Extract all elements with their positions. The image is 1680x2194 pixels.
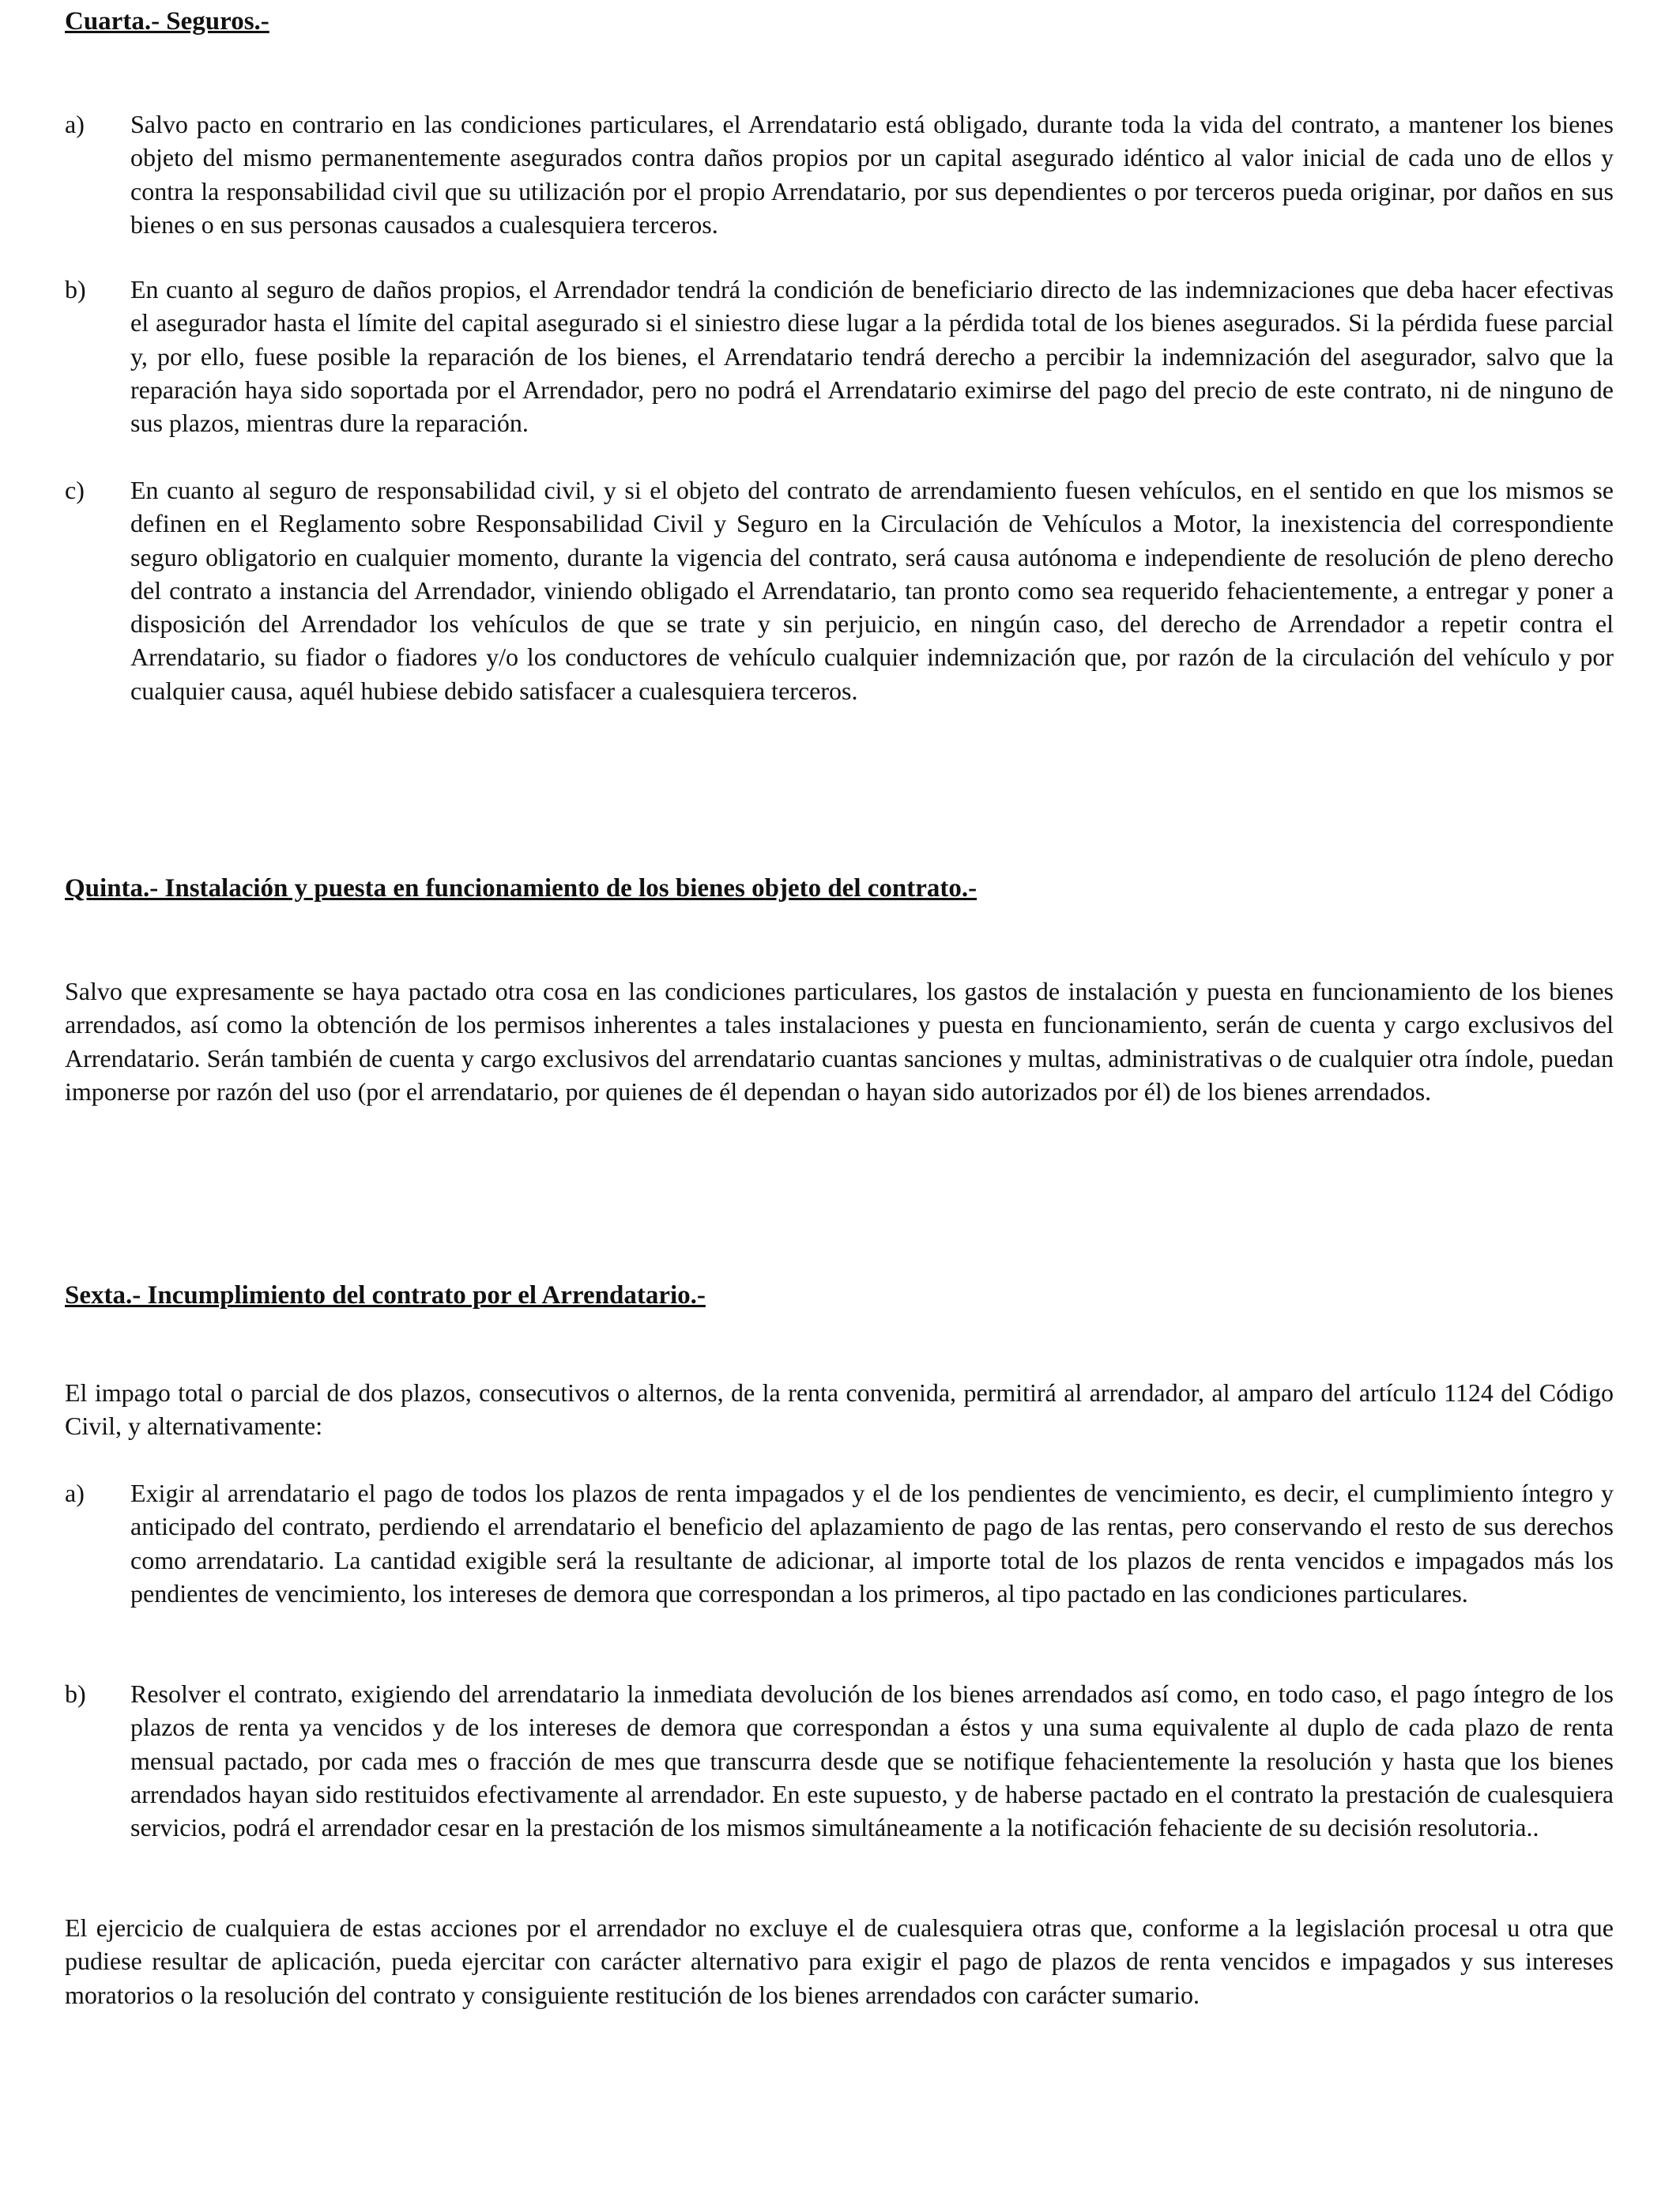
section-heading-quinta: Quinta.- Instalación y puesta en funcionamiento de los bienes objeto del contrato.- xyxy=(65,874,977,903)
cuarta-item-c xyxy=(65,473,1614,707)
item-label: a) xyxy=(65,110,85,138)
section-heading-cuarta: Cuarta.- Seguros.- xyxy=(65,7,269,36)
section-heading-sexta: Sexta.- Incumplimiento del contrato por el Arrendatario.- xyxy=(65,1281,706,1310)
sexta-intro: El impago total o parcial de dos plazos, consecutivos o alternos, de la renta convenida, permitirá al arrendador, al amparo del artículo 1124 del Código Civil, y alternativamente: xyxy=(65,1378,1614,1441)
sexta-item-b xyxy=(65,1677,1614,1844)
item-text: Exigir al arrendatario el pago de todos los plazos de renta impagados y el de los pendientes de vencimiento, es decir, el cumplimiento íntegro y anticipado del contrato, perdiendo el arrendatario el beneficio del aplazamiento de pago de las rentas, pero conservando el resto de sus derechos como arrendatario. La cantidad exigible será la resultante de adicionar, al importe total de los plazos de renta vencidos e impagados más los pendientes de vencimiento, los intereses de demora que correspondan a los primeros, al tipo pactado en las condiciones particulares. xyxy=(130,1479,1614,1608)
item-label: b) xyxy=(65,275,86,303)
cuarta-item-a xyxy=(65,107,1614,241)
sexta-closing: El ejercicio de cualquiera de estas acciones por el arrendador no excluye el de cualesquiera otras que, conforme a la legislación procesal u otra que pudiese resultar de aplicación, pueda ejercitar con carácter alternativo para exigir el pago de plazos de renta vencidos e impagados y sus intereses moratorios o la resolución del contrato y consiguiente restitución de los bienes arrendados con carácter sumario. xyxy=(65,1913,1614,2009)
item-text: En cuanto al seguro de responsabilidad civil, y si el objeto del contrato de arrendamiento fuesen vehículos, en el sentido en que los mismos se definen en el Reglamento sobre Responsabilidad Civil y Seguro en la Circulación de Vehículos a Motor, la inexistencia del correspondiente seguro obligatorio en cualquier momento, durante la vigencia del contrato, será causa autónoma e independiente de resolución de pleno derecho del contrato a instancia del Arrendador, viniendo obligado el Arrendatario, tan pronto como sea requerido fehacientemente, a entregar y poner a disposición del Arrendador los vehículos de que se trate y sin perjuicio, en ningún caso, del derecho de Arrendador a repetir contra el Arrendatario, su fiador o fiadores y/o los conductores de vehículo cualquier indemnización que, por razón de la circulación del vehículo y por cualquier causa, aquél hubiese debido satisfacer a cualesquiera terceros. xyxy=(130,476,1614,705)
quinta-paragraph: Salvo que expresamente se haya pactado otra cosa en las condiciones particulares, los gastos de instalación y puesta en funcionamiento de los bienes arrendados, así como la obtención de los permisos inherentes a tales instalaciones y puesta en funcionamiento, serán de cuenta y cargo exclusivos del Arrendatario. Serán también de cuenta y cargo exclusivos del arrendatario cuantas sanciones y multas, administrativas o de cualquier otra índole, puedan imponerse por razón del uso (por el arrendatario, por quienes de él dependan o hayan sido autorizados por él) de los bienes arrendados. xyxy=(65,977,1614,1106)
item-text: En cuanto al seguro de daños propios, el Arrendador tendrá la condición de beneficiario directo de las indemnizaciones que deba hacer efectivas el asegurador hasta el límite del capital asegurado si el siniestro diese lugar a la pérdida total de los bienes asegurados. Si la pérdida fuese parcial y, por ello, fuese posible la reparación de los bienes, el Arrendatario tendrá derecho a percibir la indemnización del asegurador, salvo que la reparación haya sido soportada por el Arrendador, pero no podrá el Arrendatario eximirse del pago del precio de este contrato, ni de ninguno de sus plazos, mientras dure la reparación. xyxy=(130,275,1614,438)
item-label: a) xyxy=(65,1479,85,1507)
item-text: Salvo pacto en contrario en las condiciones particulares, el Arrendatario está obligado, durante toda la vida del contrato, a mantener los bienes objeto del mismo permanentemente asegurados contra daños propios por un capital asegurado idéntico al valor inicial de cada uno de ellos y contra la responsabilidad civil que su utilización por el propio Arrendatario, por sus dependientes o por terceros pueda originar, por daños en sus bienes o en sus personas causados a cualesquiera terceros. xyxy=(130,110,1614,239)
cuarta-item-b xyxy=(65,273,1614,439)
item-label: b) xyxy=(65,1679,86,1708)
item-text: Resolver el contrato, exigiendo del arrendatario la inmediata devolución de los bienes arrendados así como, en todo caso, el pago íntegro de los plazos de renta ya vencidos y de los intereses de demora que correspondan a éstos y una suma equivalente al duplo de cada plazo de renta mensual pactado, por cada mes o fracción de mes que transcurra desde que se notifique fehacientemente la resolución y hasta que los bienes arrendados hayan sido restituidos efectivamente al arrendador. En este supuesto, y de haberse pactado en el contrato la prestación de cualesquiera servicios, podrá el arrendador cesar en la prestación de los mismos simultáneamente a la notificación fehaciente de su decisión resolutoria.. xyxy=(130,1679,1614,1842)
sexta-item-a xyxy=(65,1476,1614,1610)
item-label: c) xyxy=(65,476,85,504)
